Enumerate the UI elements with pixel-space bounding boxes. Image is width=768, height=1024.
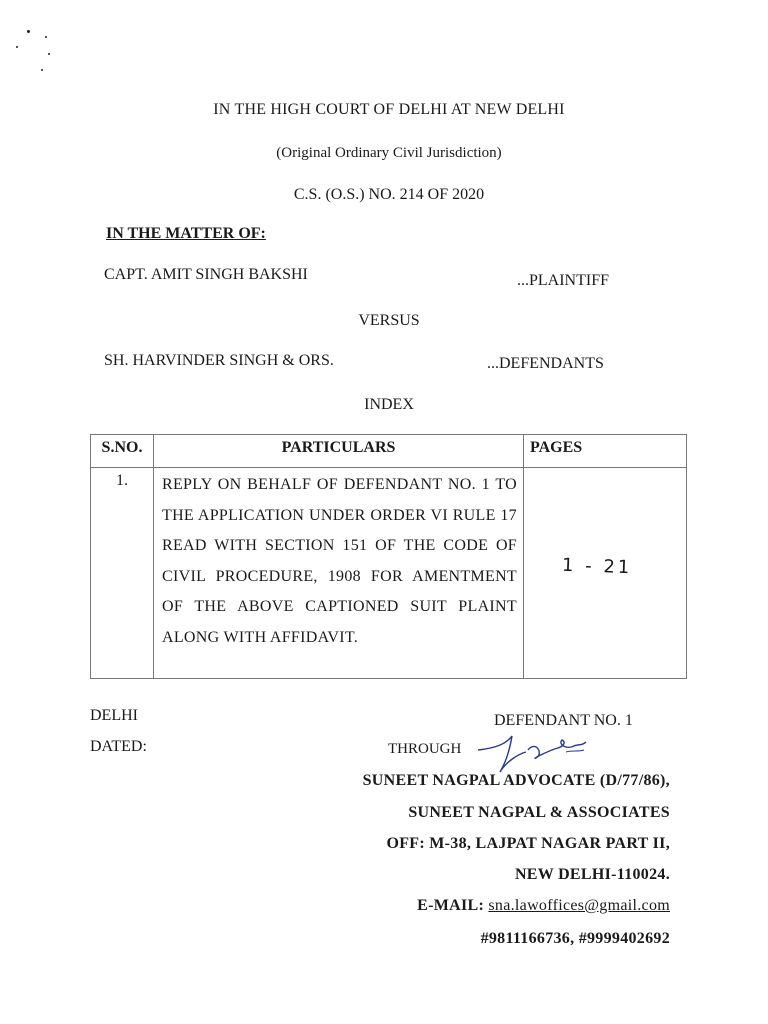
index-table bbox=[90, 434, 687, 679]
plaintiff-name: CAPT. AMIT SINGH BAKSHI bbox=[104, 266, 308, 283]
dated-label: DATED: bbox=[90, 738, 147, 755]
scan-speck bbox=[45, 36, 47, 38]
table-row bbox=[91, 468, 687, 679]
table-header-row bbox=[91, 435, 687, 468]
scan-speck bbox=[16, 46, 18, 48]
header-particulars: PARTICULARS bbox=[154, 435, 524, 468]
defendant-name: SH. HARVINDER SINGH & ORS. bbox=[104, 352, 334, 369]
matter-heading: IN THE MATTER OF: bbox=[106, 225, 266, 242]
plaintiff-role: ...PLAINTIFF bbox=[517, 272, 610, 289]
versus: VERSUS bbox=[358, 312, 420, 329]
scan-speck bbox=[27, 30, 30, 33]
advocate-signature bbox=[466, 728, 596, 778]
row-pages-cell bbox=[524, 468, 687, 679]
defendant-role: ...DEFENDANTS bbox=[487, 355, 604, 372]
firm-name: SUNEET NAGPAL & ASSOCIATES bbox=[408, 804, 670, 821]
for-party: DEFENDANT NO. 1 bbox=[494, 712, 633, 729]
scan-speck bbox=[41, 69, 43, 71]
scan-speck bbox=[48, 53, 50, 55]
phone-numbers: #9811166736, #9999402692 bbox=[480, 930, 670, 947]
city: NEW DELHI-110024. bbox=[514, 866, 670, 883]
email-line bbox=[417, 897, 670, 915]
advocate-name: SUNEET NAGPAL ADVOCATE (D/77/86), bbox=[362, 772, 670, 789]
header-pages: PAGES bbox=[524, 435, 687, 468]
row-pages: 1 - 21 bbox=[561, 554, 633, 579]
case-number: C.S. (O.S.) NO. 214 OF 2020 bbox=[293, 186, 485, 203]
index-title: INDEX bbox=[364, 396, 414, 413]
header-sno: S.NO. bbox=[91, 435, 154, 468]
office-address: OFF: M-38, LAJPAT NAGAR PART II, bbox=[386, 835, 670, 852]
through-label: THROUGH bbox=[388, 741, 462, 757]
row-sno: 1. bbox=[91, 468, 154, 679]
row-particulars: REPLY ON BEHALF OF DEFENDANT NO. 1 TO THE APPLICATION UNDER ORDER VI RULE 17 READ WITH SECTION 151 OF THE CODE OF CIVIL PROCEDURE, 1908 FOR AMENTMENT OF THE ABOVE CAPTIONED SUIT PLAINT ALONG WITH AFFIDAVIT. bbox=[154, 468, 524, 679]
court-title: IN THE HIGH COURT OF DELHI AT NEW DELHI bbox=[213, 101, 565, 118]
email-label: E-MAIL: bbox=[417, 897, 485, 914]
place: DELHI bbox=[90, 707, 138, 724]
jurisdiction: (Original Ordinary Civil Jurisdiction) bbox=[276, 145, 502, 161]
email-address[interactable]: sna.lawoffices@gmail.com bbox=[488, 897, 670, 914]
